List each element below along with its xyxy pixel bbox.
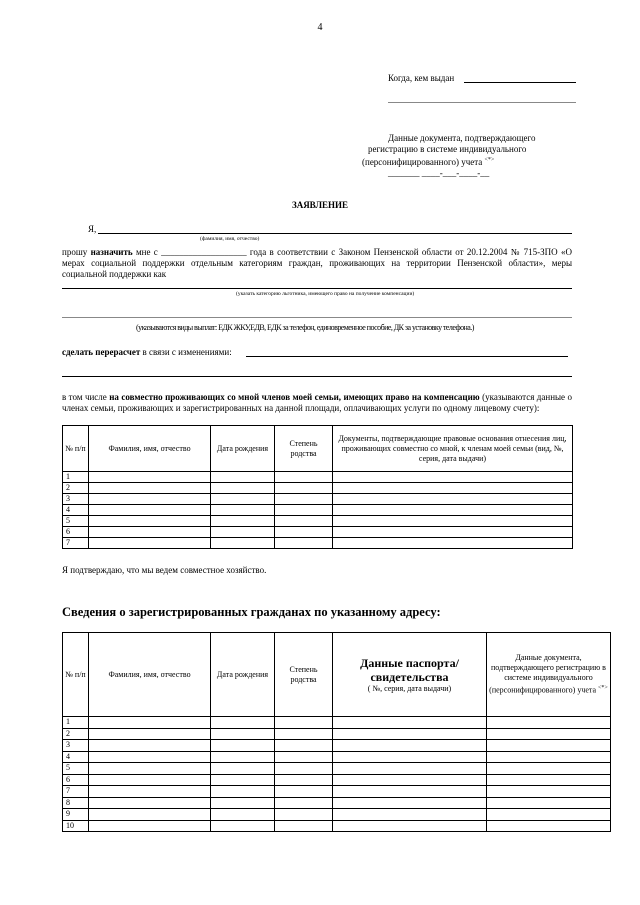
- row-num: 5: [63, 516, 89, 527]
- pers-doc-sup: <*>: [484, 157, 495, 163]
- cell[interactable]: [333, 809, 487, 821]
- family-th-num: № п/п: [63, 426, 89, 472]
- cell[interactable]: [275, 751, 333, 763]
- page-number: 4: [317, 22, 323, 33]
- recalc-bold: сделать перерасчет: [62, 347, 141, 357]
- cell[interactable]: [89, 494, 211, 505]
- cell[interactable]: [89, 717, 211, 729]
- row-num: 6: [63, 774, 89, 786]
- request-p3: мне с ___________________ года в соответствии с Законом Пензенской области от 20.12.2004 № 715-ЗПО «О мерах социальной поддержки отдельным категориям граждан, проживающих на территории Пензенской области», меры социальной поддержки как: [62, 247, 572, 279]
- cell[interactable]: [89, 505, 211, 516]
- cell[interactable]: [275, 538, 333, 549]
- applicant-ya: Я,: [88, 224, 97, 234]
- cell[interactable]: [487, 797, 611, 809]
- row-num: 3: [63, 740, 89, 752]
- cell[interactable]: [211, 717, 275, 729]
- row-num: 4: [63, 505, 89, 516]
- cell[interactable]: [333, 494, 573, 505]
- table-row: [63, 494, 573, 505]
- cell[interactable]: [89, 483, 211, 494]
- res-th-passport: [333, 633, 487, 717]
- cell[interactable]: [89, 740, 211, 752]
- applicant-hint: (фамилия, имя, отчество): [200, 236, 260, 242]
- applicant-name-line[interactable]: [98, 233, 572, 234]
- cell[interactable]: [275, 820, 333, 832]
- cell[interactable]: [275, 763, 333, 775]
- confirm-text: Я подтверждаю, что мы ведем совместное хозяйство.: [62, 565, 267, 575]
- cell[interactable]: [333, 774, 487, 786]
- row-num: 7: [63, 538, 89, 549]
- family-th-name: Фамилия, имя, отчество: [89, 426, 211, 472]
- pers-doc-line-3: (персонифицированного) учета: [362, 157, 483, 167]
- cell[interactable]: [333, 538, 573, 549]
- cell[interactable]: [275, 728, 333, 740]
- cell[interactable]: [275, 505, 333, 516]
- cell[interactable]: [333, 483, 573, 494]
- category-line[interactable]: [62, 288, 572, 289]
- recalc-text: [62, 347, 232, 358]
- family-th-date: Дата рождения: [211, 426, 275, 472]
- table-row: [63, 774, 611, 786]
- cell[interactable]: [211, 483, 275, 494]
- cell[interactable]: [211, 820, 275, 832]
- family-intro-bold: на совместно проживающих со мной членов моей семьи, имеющих право на компенсацию: [109, 392, 480, 402]
- cell[interactable]: [275, 494, 333, 505]
- row-num: 7: [63, 786, 89, 798]
- cell[interactable]: [211, 774, 275, 786]
- cell[interactable]: [333, 786, 487, 798]
- cell[interactable]: [211, 728, 275, 740]
- row-num: 4: [63, 751, 89, 763]
- cell[interactable]: [211, 786, 275, 798]
- cell[interactable]: [333, 763, 487, 775]
- cell[interactable]: [211, 809, 275, 821]
- cell[interactable]: [275, 483, 333, 494]
- pers-doc-line-1: Данные документа, подтверждающего: [388, 133, 536, 143]
- residents-table: [62, 632, 611, 832]
- category-hint: (указать категорию льготника, имеющего право на получение компенсации): [236, 291, 415, 297]
- issued-by-line[interactable]: [464, 82, 576, 83]
- row-num: 9: [63, 809, 89, 821]
- cell[interactable]: [487, 763, 611, 775]
- table-row: [63, 538, 573, 549]
- family-th-docs: Документы, подтверждающие правовые основания отнесения лиц, проживающих совместно со мной, к членам моей семьи (вид, №, серия, дата выдачи): [333, 426, 573, 472]
- cell[interactable]: [275, 740, 333, 752]
- cell[interactable]: [89, 751, 211, 763]
- row-num: 6: [63, 527, 89, 538]
- cell[interactable]: [275, 786, 333, 798]
- res-th-pers-text: Данные документа, подтверждающего регистрацию в системе индивидуального (персонифицированного) учета: [489, 653, 606, 695]
- cell[interactable]: [487, 728, 611, 740]
- cell[interactable]: [333, 717, 487, 729]
- cell[interactable]: [487, 717, 611, 729]
- res-th-name: Фамилия, имя, отчество: [89, 633, 211, 717]
- cell[interactable]: [89, 809, 211, 821]
- table-row: [63, 786, 611, 798]
- section2-title: Сведения о зарегистрированных гражданах по указанному адресу:: [62, 605, 441, 619]
- cell[interactable]: [275, 774, 333, 786]
- cell[interactable]: [211, 472, 275, 483]
- page-title: ЗАЯВЛЕНИЕ: [291, 200, 349, 210]
- table-row: [63, 516, 573, 527]
- issued-by-line-2[interactable]: [388, 102, 576, 103]
- cell[interactable]: [333, 740, 487, 752]
- family-intro-p2: (указываются данные о членах семьи, проживающих и зарегистрированных на данной площади, оплачивающих услуги по одному лицевому счету):: [62, 392, 572, 413]
- recalc-line[interactable]: [246, 356, 568, 357]
- cell[interactable]: [487, 740, 611, 752]
- family-intro: [62, 392, 572, 414]
- issued-by-label: Когда, кем выдан: [388, 73, 455, 83]
- cell[interactable]: [89, 538, 211, 549]
- cell[interactable]: [333, 751, 487, 763]
- res-th-date: Дата рождения: [211, 633, 275, 717]
- table-row: [63, 763, 611, 775]
- row-num: 8: [63, 797, 89, 809]
- table-row: [63, 472, 573, 483]
- cell[interactable]: [487, 786, 611, 798]
- cell[interactable]: [333, 728, 487, 740]
- request-paragraph: [62, 247, 572, 280]
- table-row: [63, 751, 611, 763]
- cell[interactable]: [211, 538, 275, 549]
- cell[interactable]: [211, 751, 275, 763]
- table-row: [63, 505, 573, 516]
- res-th-pers-sup: <*>: [598, 685, 608, 692]
- table-row: [63, 797, 611, 809]
- cell[interactable]: [333, 505, 573, 516]
- table-row: [63, 728, 611, 740]
- table-row: [63, 483, 573, 494]
- cell[interactable]: [333, 472, 573, 483]
- cell[interactable]: [333, 797, 487, 809]
- cell[interactable]: [333, 820, 487, 832]
- cell[interactable]: [211, 763, 275, 775]
- request-p1: прошу: [62, 247, 91, 257]
- family-table: [62, 425, 573, 549]
- cell[interactable]: [275, 717, 333, 729]
- cell[interactable]: [275, 809, 333, 821]
- table-row: [63, 809, 611, 821]
- table-row: [63, 527, 573, 538]
- family-intro-p1: в том числе: [62, 392, 110, 402]
- cell[interactable]: [211, 516, 275, 527]
- row-num: 10: [63, 820, 89, 832]
- res-th-rel: Степень родства: [275, 633, 333, 717]
- payment-types: (указываются виды выплат: ЕДК ЖКУ,ЕДВ, ЕДК за телефон, единовременное пособие, ДК за установку телефона.): [136, 323, 474, 332]
- cell[interactable]: [89, 516, 211, 527]
- cell[interactable]: [487, 809, 611, 821]
- table-row: [63, 717, 611, 729]
- cell[interactable]: [89, 527, 211, 538]
- cell[interactable]: [275, 472, 333, 483]
- cell[interactable]: [275, 527, 333, 538]
- request-assign: назначить: [90, 247, 133, 257]
- cell[interactable]: [487, 751, 611, 763]
- row-num: 2: [63, 483, 89, 494]
- recalc-line-2[interactable]: [62, 376, 572, 377]
- payment-line[interactable]: [62, 317, 572, 318]
- row-num: 1: [63, 717, 89, 729]
- cell[interactable]: [89, 786, 211, 798]
- pers-doc-number-mask[interactable]: _______ ____-___-____-__: [388, 168, 490, 178]
- cell[interactable]: [89, 797, 211, 809]
- cell[interactable]: [333, 516, 573, 527]
- res-th-passport-title: Данные паспорта/свидетельства: [360, 655, 459, 684]
- recalc-rest: в связи с изменениями:: [140, 347, 232, 357]
- cell[interactable]: [211, 505, 275, 516]
- family-table-header: [63, 426, 573, 472]
- table-row: [63, 820, 611, 832]
- row-num: 3: [63, 494, 89, 505]
- res-th-num: № п/п: [63, 633, 89, 717]
- pers-doc-block: [362, 133, 572, 179]
- cell[interactable]: [89, 820, 211, 832]
- cell[interactable]: [487, 820, 611, 832]
- res-th-passport-sub: ( №, серия, дата выдачи): [367, 683, 452, 693]
- cell[interactable]: [89, 774, 211, 786]
- family-th-rel: Степень родства: [275, 426, 333, 472]
- table-row: [63, 740, 611, 752]
- cell[interactable]: [89, 763, 211, 775]
- res-th-pers: [487, 633, 611, 717]
- cell[interactable]: [211, 797, 275, 809]
- cell[interactable]: [89, 728, 211, 740]
- pers-doc-line-2: регистрацию в системе индивидуального: [368, 144, 527, 154]
- cell[interactable]: [211, 494, 275, 505]
- cell[interactable]: [333, 527, 573, 538]
- residents-table-header: [63, 633, 611, 717]
- row-num: 1: [63, 472, 89, 483]
- cell[interactable]: [211, 527, 275, 538]
- cell[interactable]: [211, 740, 275, 752]
- row-num: 5: [63, 763, 89, 775]
- cell[interactable]: [487, 774, 611, 786]
- cell[interactable]: [275, 797, 333, 809]
- row-num: 2: [63, 728, 89, 740]
- cell[interactable]: [89, 472, 211, 483]
- cell[interactable]: [275, 516, 333, 527]
